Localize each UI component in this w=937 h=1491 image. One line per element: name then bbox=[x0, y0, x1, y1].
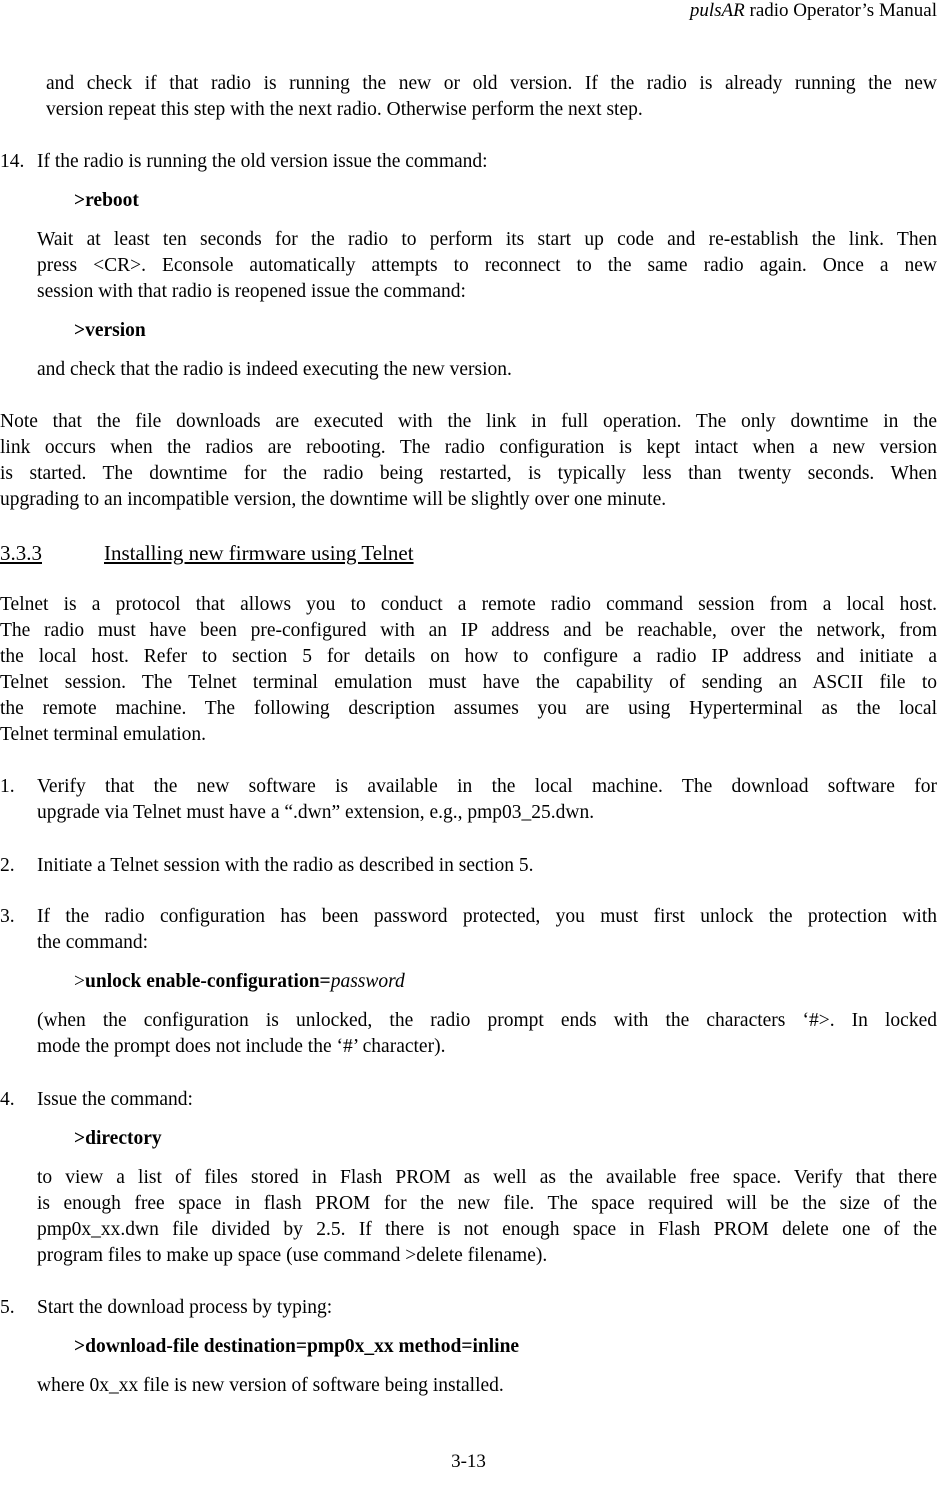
command-unlock bbox=[74, 971, 405, 993]
command-unlock-keyword: unlock enable-configuration= bbox=[85, 971, 331, 992]
step-4-paragraph-line-1: to view a list of files stored in Flash PROM as well as the available free space. Verify that there bbox=[37, 1167, 937, 1188]
continuation-line-2: version repeat this step with the next radio. Otherwise perform the next step. bbox=[46, 99, 643, 120]
step-3-line-1: If the radio configuration has been password protected, you must first unlock the protection with bbox=[37, 906, 937, 927]
step-3-paren-line-1: (when the configuration is unlocked, the radio prompt ends with the characters ‘#>. In locked bbox=[37, 1010, 937, 1031]
step-14-wait-line-3: session with that radio is reopened issue the command: bbox=[37, 281, 466, 302]
intro-line-4: Telnet session. The Telnet terminal emulation must have the capability of sending an ASCII file to bbox=[0, 672, 937, 693]
step-3-paren-line-2: mode the prompt does not include the ‘#’ character). bbox=[37, 1036, 446, 1057]
intro-line-6: Telnet terminal emulation. bbox=[0, 724, 207, 745]
step-5-paragraph-line-1: where 0x_xx file is new version of software being installed. bbox=[37, 1375, 504, 1396]
step-4-line-1: Issue the command: bbox=[37, 1089, 193, 1110]
step-5-number: 5. bbox=[0, 1297, 15, 1318]
step-3-line-2: the command: bbox=[37, 932, 149, 953]
step-4-paragraph-line-2: is enough free space in flash PROM for the new file. The space required will be the size of the bbox=[37, 1193, 937, 1214]
note-line-3: is started. The downtime for the radio being restarted, is typically less than twenty seconds. When bbox=[0, 463, 937, 484]
intro-line-3: the local host. Refer to section 5 for details on how to configure a radio IP address and initiate a bbox=[0, 646, 937, 667]
continuation-line-1: and check if that radio is running the new or old version. If the radio is already running the new bbox=[46, 73, 937, 94]
step-1-number: 1. bbox=[0, 776, 15, 797]
note-line-4: upgrading to an incompatible version, the downtime will be slightly over one minute. bbox=[0, 489, 667, 510]
command-version: >version bbox=[74, 320, 146, 341]
intro-line-1: Telnet is a protocol that allows you to conduct a remote radio command session from a local host. bbox=[0, 594, 937, 615]
step-14-text: If the radio is running the old version issue the command: bbox=[37, 151, 488, 172]
command-directory: >directory bbox=[74, 1128, 162, 1149]
note-line-1: Note that the file downloads are executed with the link in full operation. The only downtime in the bbox=[0, 411, 937, 432]
note-line-2: link occurs when the radios are rebooting. The radio configuration is kept intact when a new version bbox=[0, 437, 937, 458]
step-1-line-1: Verify that the new software is available in the local machine. The download software for bbox=[37, 776, 937, 797]
running-header bbox=[690, 0, 937, 22]
command-unlock-argument: password bbox=[330, 971, 405, 992]
command-unlock-prompt: > bbox=[74, 971, 85, 992]
step-5-line-1: Start the download process by typing: bbox=[37, 1297, 333, 1318]
step-3-number: 3. bbox=[0, 906, 15, 927]
step-2-line-1: Initiate a Telnet session with the radio as described in section 5. bbox=[37, 855, 534, 876]
step-14-check: and check that the radio is indeed executing the new version. bbox=[37, 359, 512, 380]
command-download-file: >download-file destination=pmp0x_xx method=inline bbox=[74, 1336, 520, 1357]
step-4-paragraph-line-3: pmp0x_xx.dwn file divided by 2.5. If there is not enough space in Flash PROM delete one of the bbox=[37, 1219, 937, 1240]
header-product-name: pulsAR bbox=[689, 0, 745, 21]
section-title: Installing new firmware using Telnet bbox=[104, 541, 414, 565]
section-number: 3.3.3 bbox=[0, 541, 42, 565]
step-2-number: 2. bbox=[0, 855, 15, 876]
step-14-wait-line-1: Wait at least ten seconds for the radio to perform its start up code and re-establish the link. Then bbox=[37, 229, 937, 250]
step-4-paragraph-line-4: program files to make up space (use command >delete filename). bbox=[37, 1245, 548, 1266]
section-heading bbox=[0, 541, 483, 566]
step-14-number: 14. bbox=[0, 151, 25, 172]
header-title: radio Operator’s Manual bbox=[744, 0, 937, 21]
intro-line-2: The radio must have been pre-configured with an IP address and be reachable, over the network, from bbox=[0, 620, 937, 641]
page-number: 3-13 bbox=[451, 1451, 486, 1472]
intro-line-5: the remote machine. The following description assumes you are using Hyperterminal as the local bbox=[0, 698, 937, 719]
step-14-wait-line-2: press <CR>. Econsole automatically attempts to reconnect to the same radio again. Once a new bbox=[37, 255, 937, 276]
step-4-number: 4. bbox=[0, 1089, 15, 1110]
command-reboot: >reboot bbox=[74, 190, 139, 211]
step-1-line-2: upgrade via Telnet must have a “.dwn” extension, e.g., pmp03_25.dwn. bbox=[37, 802, 595, 823]
